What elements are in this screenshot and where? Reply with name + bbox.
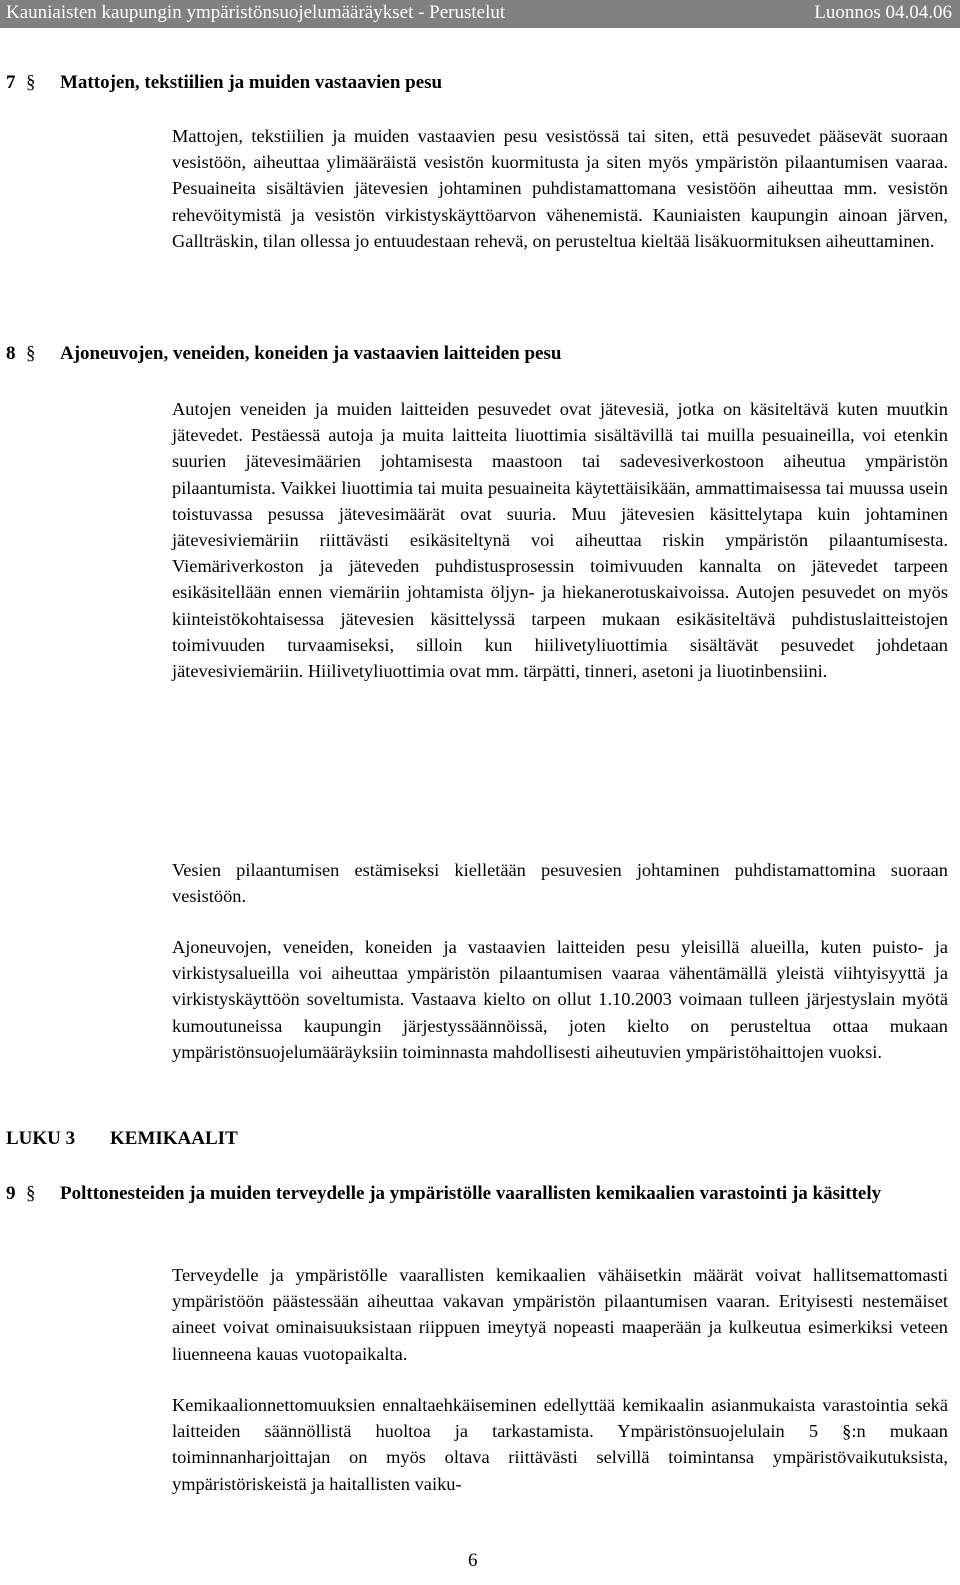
section-8-heading — [6, 343, 561, 365]
section-8-paragraph-3: Ajoneuvojen, veneiden, koneiden ja vastaavien laitteiden pesu yleisillä alueilla, kuten puisto- ja virkistysalueilla voi aiheuttaa ympäristön pilaantumisen vaaraa vähentämällä yleistä viihtyisyyttä ja virkistyskäyttöön soveltumista. Vastaava kielto on ollut 1.10.2003 voimaan tulleen järjestyslain myötä kumoutuneissa kaupungin järjestyssäännöissä, joten kielto on perusteltua ottaa mukaan ympäristönsuojelumääräyksiin toiminnasta mahdollisesti aiheutuvien ympäristöhaittojen vuoksi. — [172, 937, 948, 1062]
section-symbol: § — [26, 1183, 36, 1204]
section-title: Mattojen, tekstiilien ja muiden vastaavien pesu — [60, 72, 443, 93]
section-9-paragraph-1: Terveydelle ja ympäristölle vaarallisten kemikaalien vähäisetkin määrät voivat hallitsemattomasti ympäristöön päästessään aiheuttaa vakavan ympäristön pilaantumisen vaaran. Erityisesti nestemäiset aineet voivat ominaisuuksistaan riippuen imeytyä nopeasti maaperään ja kulkeutua esimerkiksi veteen liuenneena kauas vuotopaikalta. — [172, 1265, 948, 1364]
section-9-heading — [6, 1180, 950, 1207]
chapter-label: LUKU 3 — [6, 1128, 76, 1149]
page-number: 6 — [468, 1550, 478, 1571]
document-title: Kauniaisten kaupungin ympäristönsuojelumääräykset - Perustelut — [6, 2, 506, 23]
section-7-heading — [6, 72, 442, 94]
page-header — [0, 0, 960, 28]
section-number: 7 — [6, 72, 16, 93]
section-number: 9 — [6, 1183, 16, 1204]
chapter-3-heading — [6, 1128, 238, 1150]
section-symbol: § — [26, 343, 36, 364]
section-symbol: § — [26, 72, 36, 93]
section-title: Ajoneuvojen, veneiden, koneiden ja vastaavien laitteiden pesu — [60, 343, 562, 364]
section-9-paragraph-2: Kemikaalionnettomuuksien ennaltaehkäiseminen edellyttää kemikaalin asianmukaista varastointia sekä laitteiden säännöllistä huoltoa ja tarkastamista. Ympäristönsuojelulain 5 §:n mukaan toiminnanharjoittajan on myös oltava riittävästi selvillä toimintansa ympäristövaikutuksista, ympäristöriskeistä ja haitallisten vaiku- — [172, 1395, 948, 1494]
draft-date: Luonnos 04.04.06 — [814, 2, 952, 23]
section-8-paragraph-1: Autojen veneiden ja muiden laitteiden pesuvedet ovat jätevesiä, jotka on käsiteltävä kuten muutkin jätevedet. Pestäessä autoja ja muita laitteita liuottimia sisältävillä tai muilla pesuaineilla, voi etenkin suurien jätevesimäärien johtamisesta maastoon tai sadevesiverkostoon aiheutua ympäristön pilaantumista. Vaikkei liuottimia tai muita pesuaineita käytettäisikään, ammattimaisessa tai muussa usein toistuvassa pesussa jätevesimäärät ovat suuria. Muu jätevesien käsittelytapa kuin johtaminen jätevesiviemäriin riittävästi esikäsiteltynä voi aiheuttaa riskin ympäristön pilaantumisesta. Viemäriverkoston ja jäteveden puhdistusprosessin toimivuuden kannalta on jätevedet tarpeen esikäsitellään ennen viemäriin johtamista öljyn- ja hiekanerotuskaivoissa. Autojen pesuvedet on myös kiinteistökohtaisessa jätevesien käsittelyssä tarpeen mukaan esikäsiteltävä puhdistuslaitteistojen toimivuuden turvaamiseksi, silloin kun hiilivetyliuottimia sisältävät pesuvedet johdetaan jätevesiviemäriin. Hiilivetyliuottimia ovat mm. tärpätti, tinneri, asetoni ja liuotinbensiini. — [172, 399, 948, 682]
section-number: 8 — [6, 343, 16, 364]
section-8-paragraph-2: Vesien pilaantumisen estämiseksi kielletään pesuvesien johtaminen puhdistamattomina suoraan vesistöön. — [172, 860, 948, 907]
section-7-paragraph: Mattojen, tekstiilien ja muiden vastaavien pesu vesistössä tai siten, että pesuvedet pääsevät suoraan vesistöön, aiheuttaa ylimääräistä vesistön kuormitusta ja siten myös ympäristön pilaantumisen vaaraa. Pesuaineita sisältävien jätevesien johtaminen puhdistamattomana vesistöön aiheuttaa mm. vesistön rehevöitymistä ja vesistön virkistyskäyttöarvon vähenemistä. Kauniaisten kaupungin ainoan järven, Gallträskin, tilan ollessa jo entuudestaan rehevä, on perusteltua kieltää lisäkuormituksen aiheuttaminen. — [172, 126, 948, 251]
chapter-title: KEMIKAALIT — [110, 1128, 238, 1149]
section-title: Polttonesteiden ja muiden terveydelle ja ympäristölle vaarallisten kemikaalien varastointi ja käsittely — [60, 1183, 882, 1204]
